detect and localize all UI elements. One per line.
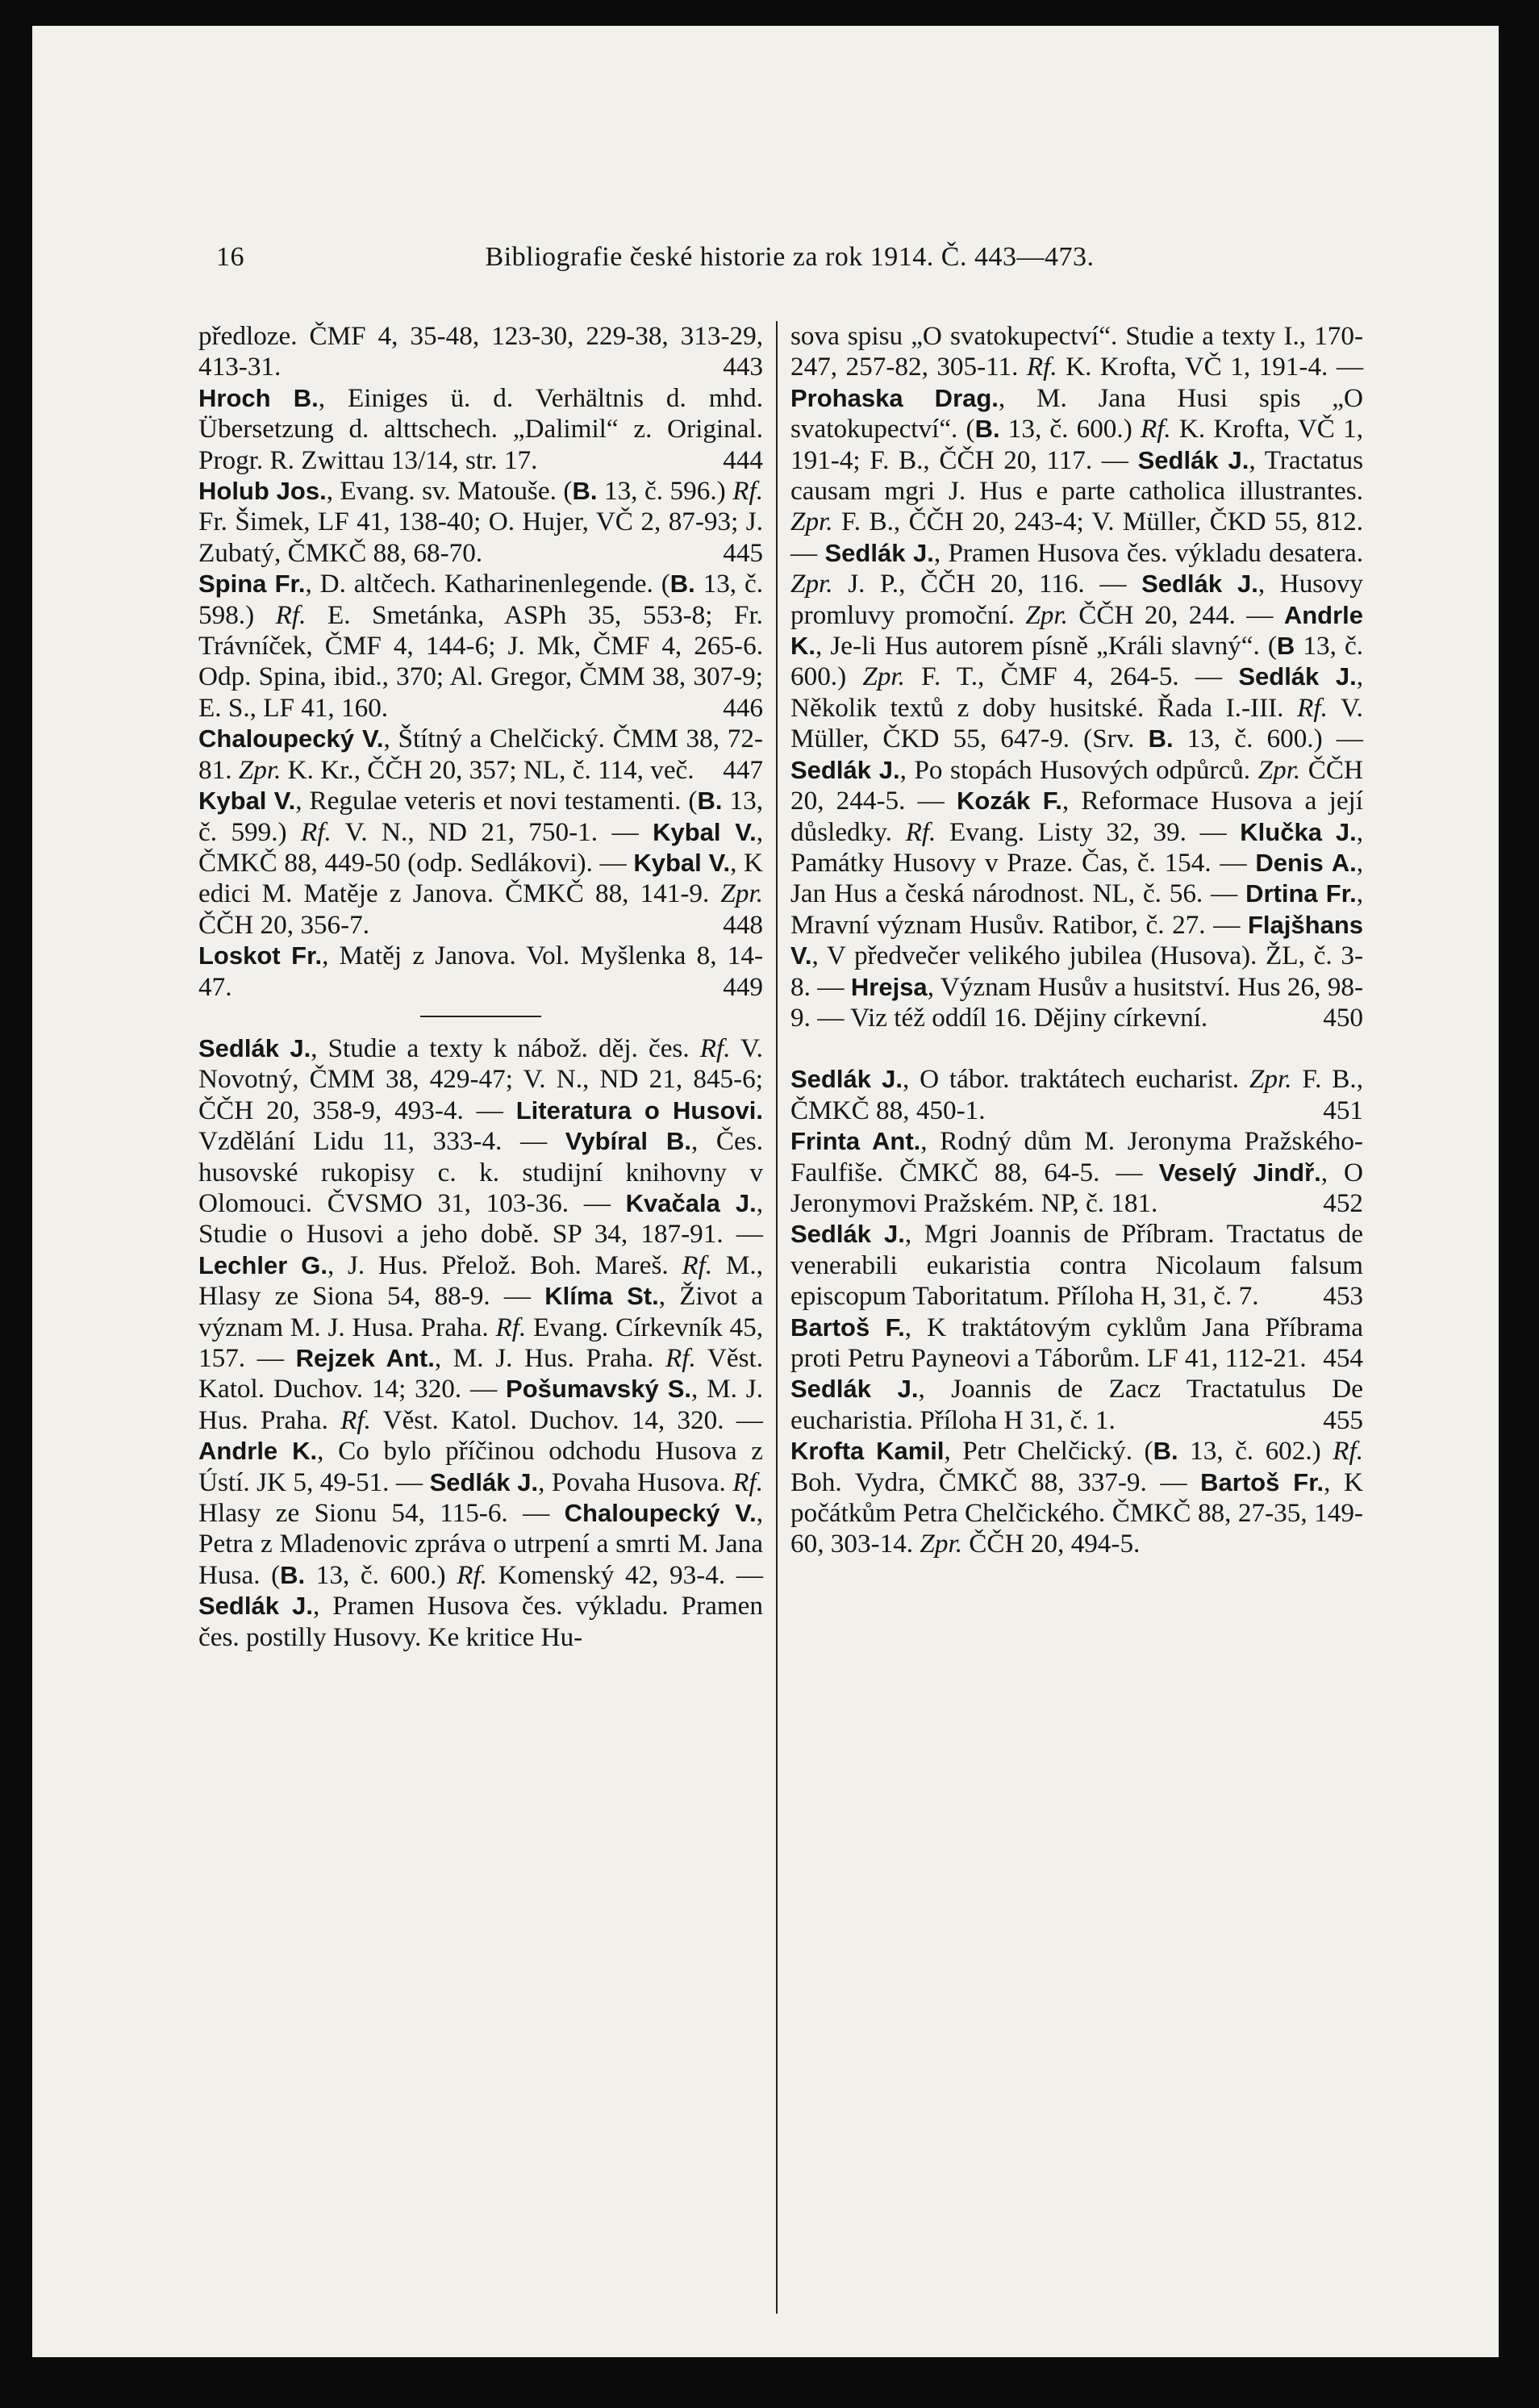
abbrev-italic: Rf. bbox=[665, 1343, 696, 1373]
author-name: Holub Jos. bbox=[198, 477, 327, 506]
author-name: Kybal V. bbox=[633, 848, 731, 877]
author-name: Vybíral B. bbox=[565, 1127, 691, 1156]
author-name: Loskot Fr. bbox=[198, 941, 323, 970]
bibliography-entry bbox=[198, 1033, 763, 1653]
bibliography-entry bbox=[790, 1126, 1363, 1219]
author-name: Frinta Ant. bbox=[790, 1127, 921, 1156]
author-name: Sedlák J. bbox=[790, 755, 900, 784]
entry-text: Frinta Ant., Rodný dům M. Jeronyma Pražského-Faulfiše. ČMKČ 88, 64-5. — Veselý Jindř., O Jeronymovi Pražském. NP, č. 181. bbox=[790, 1126, 1364, 1218]
author-name: Literatura o Husovi. bbox=[515, 1095, 763, 1125]
abbrev-italic: Rf. bbox=[495, 1312, 527, 1342]
author-name: Prohaska Drag. bbox=[790, 383, 999, 412]
abbrev-italic: Rf. bbox=[1333, 1436, 1363, 1467]
abbrev-italic: Rf. bbox=[301, 816, 332, 847]
author-name: Andrle K. bbox=[198, 1437, 318, 1466]
author-name: B. bbox=[697, 787, 723, 816]
entry-text: Holub Jos., Evang. sv. Matouše. (B. 13, č. 596.) Rf. Fr. Šimek, LF 41, 138-40; O. Hujer, VČ 2, 87-93; J. Zubatý, ČMKČ 88, 68-70. bbox=[198, 476, 764, 568]
abbrev-italic: Rf. bbox=[1140, 414, 1171, 444]
entry-number: 443 bbox=[723, 352, 763, 382]
entry-text: Spina Fr., D. altčech. Katharinenlegende. (B. 13, č. 598.) Rf. E. Smetánka, ASPh 35, 553-8; Fr. Trávníček, ČMF 4, 144-6; J. Mk, ČMF 4, 265-6. Odp. Spina, ibid., 370; Al. Gregor, ČMM 38, 307-9; E. S., LF 41, 160. bbox=[198, 569, 763, 723]
author-name: Sedlák J. bbox=[790, 1065, 903, 1094]
author-name: Drtina Fr. bbox=[1245, 879, 1357, 908]
abbrev-italic: Rf. bbox=[275, 599, 307, 630]
author-name: Spina Fr. bbox=[198, 570, 306, 599]
author-name: Hrejsa bbox=[850, 972, 928, 1001]
entry-text: Krofta Kamil, Petr Chelčický. (B. 13, č. 602.) Rf. Boh. Vydra, ČMKČ 88, 337-9. — Bartoš Fr., K počátkům Petra Chelčického. ČMKČ 88, 27-35, 149-60, 303-14. Zpr. ČČH 20, 494-5. bbox=[790, 1436, 1363, 1559]
abbrev-italic: Rf. bbox=[732, 1467, 763, 1497]
author-name: Sedlák J. bbox=[198, 1033, 311, 1062]
author-name: Krofta Kamil bbox=[790, 1437, 945, 1466]
author-name: B. bbox=[1153, 1437, 1178, 1466]
bibliography-entry bbox=[198, 569, 763, 724]
entry-number: 455 bbox=[1323, 1404, 1363, 1435]
entry-number: 451 bbox=[1323, 1095, 1363, 1125]
entry-number: 453 bbox=[1323, 1281, 1363, 1312]
author-name: B. bbox=[669, 570, 695, 599]
entry-number: 444 bbox=[723, 444, 763, 475]
author-name: Sedlák J. bbox=[1238, 662, 1357, 691]
entry-text: Chaloupecký V., Štítný a Chelčický. ČMM 38, 72-81. Zpr. K. Kr., ČČH 20, 357; NL, č. 114, več. bbox=[198, 724, 763, 785]
abbrev-italic: Rf. bbox=[1297, 692, 1328, 723]
author-name: Sedlák J. bbox=[198, 1592, 314, 1621]
abbrev-italic: Rf. bbox=[340, 1404, 371, 1435]
bibliography-entry bbox=[790, 321, 1363, 1033]
abbrev-italic: Zpr. bbox=[862, 661, 905, 692]
entry-text: Sedlák J., Studie a texty k nábož. děj. čes. Rf. V. Novotný, ČMM 38, 429-47; V. N., ND 21, 845-6; ČČH 20, 358-9, 493-4. — Literatura o Husovi. Vzdělání Lidu 11, 333-4. — Vybíral B., Čes. husovské rukopisy c. k. studijní knihovny v Olomouci. ČVSMO 31, 103-36. — Kvačala J., Studie o Husovi a jeho době. SP 34, 187-91. — Lechler G., J. Hus. Přelož. Boh. Mareš. Rf. M., Hlasy ze Siona 54, 88-9. — Klíma St., Život a význam M. J. Husa. Praha. Rf. Evang. Církevník 45, 157. — Rejzek Ant., M. J. Hus. Praha. Rf. Věst. Katol. Duchov. 14; 320. — Pošumavský S., M. J. Hus. Praha. Rf. Věst. Katol. Duchov. 14, 320. — Andrle K., Co bylo příčinou odchodu Husova z Ústí. JK 5, 49-51. — Sedlák J., Povaha Husova. Rf. Hlasy ze Sionu 54, 115-6. — Chaloupecký V., Petra z Mladenovic zpráva o utrpení a smrti M. Jana Husa. (B. 13, č. 600.) Rf. Komenský 42, 93-4. — Sedlák J., Pramen Husova čes. výkladu. Pramen čes. postilly Husovy. Ke kritice Hu- bbox=[198, 1033, 764, 1652]
abbrev-italic: Zpr. bbox=[720, 878, 763, 909]
abbrev-italic: Rf. bbox=[905, 816, 936, 847]
abbrev-italic: Rf. bbox=[457, 1559, 487, 1590]
author-name: Chaloupecký V. bbox=[198, 724, 384, 753]
entry-number: 449 bbox=[723, 971, 763, 1002]
entry-text: Sedlák J., O tábor. traktátech eucharist. Zpr. F. B., ČMKČ 88, 450-1. bbox=[790, 1064, 1363, 1125]
entry-text: sova spisu „O svatokupectví“. Studie a texty I., 170-247, 257-82, 305-11. Rf. K. Krofta, VČ 1, 191-4. — Prohaska Drag., M. Jana Husi spis „O svatokupectví“. (B. 13, č. 600.) Rf. K. Krofta, VČ 1, 191-4; F. B., ČČH 20, 117. — Sedlák J., Tractatus causam mgri J. Hus e parte catholica illustrantes. Zpr. F. B., ČČH 20, 243-4; V. Müller, ČKD 55, 812. — Sedlák J., Pramen Husova čes. výkladu desatera. Zpr. J. P., ČČH 20, 116. — Sedlák J., Husovy promluvy promoční. Zpr. ČČH 20, 244. — Andrle K., Je-li Hus autorem písně „Králi slavný“. (B 13, č. 600.) Zpr. F. T., ČMF 4, 264-5. — Sedlák J., Několik textů z doby husitské. Řada I.-III. Rf. V. Müller, ČKD 55, 647-9. (Srv. B. 13, č. 600.) — Sedlák J., Po stopách Husových odpůrců. Zpr. ČČH 20, 244-5. — Kozák F., Reformace Husova a její důsledky. Rf. Evang. Listy 32, 39. — Klučka J., Památky Husovy v Praze. Čas, č. 154. — Denis A., Jan Hus a česká národnost. NL, č. 56. — Drtina Fr., Mravní význam Husův. Ratibor, č. 27. — Flajšhans V., V předvečer velikého jubilea (Husova). ŽL, č. 3-8. — Hrejsa, Význam Husův a husitství. Hus 26, 98-9. — Viz též oddíl 16. Dějiny církevní. bbox=[790, 321, 1364, 1033]
author-name: Bartoš F. bbox=[790, 1313, 905, 1342]
abbrev-italic: Zpr. bbox=[238, 754, 282, 785]
author-name: Sedlák J. bbox=[790, 1375, 919, 1404]
author-name: Sedlák J. bbox=[429, 1467, 539, 1496]
author-name: Klučka J. bbox=[1240, 817, 1357, 846]
author-name: Hroch B. bbox=[198, 383, 319, 412]
abbrev-italic: Zpr. bbox=[1025, 599, 1068, 630]
author-name: B. bbox=[280, 1560, 306, 1589]
abbrev-italic: Zpr. bbox=[1249, 1064, 1292, 1095]
author-name: Andrle K. bbox=[790, 600, 1363, 661]
author-name: B bbox=[1276, 632, 1295, 661]
author-name: Chaloupecký V. bbox=[564, 1499, 757, 1528]
bibliography-entry bbox=[198, 724, 763, 786]
author-name: Flajšhans V. bbox=[790, 910, 1363, 970]
author-name: Rejzek Ant. bbox=[295, 1344, 435, 1372]
entry-text: Sedlák J., Joannis de Zacz Tractatulus De eucharistia. Příloha H 31, č. 1. bbox=[790, 1374, 1363, 1435]
author-name: Sedlák J. bbox=[1141, 570, 1258, 599]
author-name: Kvačala J. bbox=[625, 1188, 757, 1217]
entry-number: 452 bbox=[1323, 1187, 1363, 1218]
abbrev-italic: Rf. bbox=[699, 1033, 731, 1063]
entry-text: Bartoš F., K traktátovým cyklům Jana Příbrama proti Petru Payneovi a Táborům. LF 41, 112-21. bbox=[790, 1312, 1363, 1373]
author-name: Kozák F. bbox=[956, 787, 1062, 816]
column-divider bbox=[776, 321, 778, 2314]
bibliography-entry bbox=[790, 1064, 1363, 1126]
abbrev-italic: Rf. bbox=[682, 1250, 713, 1280]
bibliography-entry bbox=[790, 1436, 1363, 1560]
author-name: Denis A. bbox=[1255, 848, 1357, 877]
author-name: Klíma St. bbox=[544, 1282, 659, 1311]
bibliography-entry bbox=[790, 1374, 1363, 1436]
abbrev-italic: Zpr. bbox=[790, 507, 833, 537]
abbrev-italic: Zpr. bbox=[920, 1529, 962, 1559]
bibliography-entry bbox=[790, 1313, 1363, 1375]
section-separator bbox=[420, 1016, 541, 1017]
bibliography-entry bbox=[198, 383, 763, 476]
right-column bbox=[790, 321, 1363, 1560]
author-name: Bartoš Fr. bbox=[1200, 1467, 1324, 1496]
entry-text: Loskot Fr., Matěj z Janova. Vol. Myšlenka 8, 14-47. bbox=[198, 941, 763, 1002]
author-name: Kybal V. bbox=[198, 787, 296, 816]
author-name: Lechler G. bbox=[198, 1250, 328, 1279]
bibliography-entry bbox=[198, 476, 763, 569]
left-column bbox=[198, 321, 763, 1653]
entry-number: 454 bbox=[1323, 1343, 1363, 1373]
author-name: Sedlák J. bbox=[824, 538, 934, 567]
author-name: Veselý Jindř. bbox=[1158, 1158, 1321, 1187]
entry-number: 450 bbox=[1323, 1002, 1363, 1033]
abbrev-italic: Rf. bbox=[1026, 352, 1057, 382]
author-name: Kybal V. bbox=[653, 817, 757, 846]
running-title: Bibliografie české historie za rok 1914. Č. 443—473. bbox=[485, 242, 1095, 272]
entry-text: Sedlák J., Mgri Joannis de Příbram. Tractatus de venerabili eukaristia contra Nicolaum falsum episcopum Taboritatum. Příloha H, 31, č. 7. bbox=[790, 1219, 1363, 1312]
entry-text: Hroch B., Einiges ü. d. Verhältnis d. mhd. Übersetzung d. alttschech. „Dalimil“ z. Original. Progr. R. Zwittau 13/14, str. 17. bbox=[198, 382, 763, 475]
author-name: Sedlák J. bbox=[1137, 445, 1249, 474]
entry-number: 448 bbox=[723, 909, 763, 940]
entry-number: 447 bbox=[723, 754, 763, 785]
entry-number: 445 bbox=[723, 537, 763, 568]
abbrev-italic: Zpr. bbox=[1257, 754, 1301, 785]
entry-text: předloze. ČMF 4, 35-48, 123-30, 229-38, 313-29, 413-31. bbox=[198, 321, 763, 382]
abbrev-italic: Zpr. bbox=[790, 569, 833, 599]
page-number: 16 bbox=[216, 242, 244, 272]
bibliography-entry bbox=[198, 941, 763, 1003]
author-name: Pošumavský S. bbox=[506, 1375, 692, 1404]
bibliography-entry bbox=[198, 321, 763, 383]
author-name: Sedlák J. bbox=[790, 1220, 905, 1249]
abbrev-italic: Rf. bbox=[732, 476, 764, 507]
author-name: B. bbox=[572, 477, 598, 506]
bibliography-entry bbox=[198, 786, 763, 941]
author-name: B. bbox=[1148, 724, 1174, 753]
author-name: B. bbox=[974, 415, 1000, 444]
entry-text: Kybal V., Regulae veteris et novi testamenti. (B. 13, č. 599.) Rf. V. N., ND 21, 750-1. — Kybal V., ČMKČ 88, 449-50 (odp. Sedlákovi). — Kybal V., K edici M. Matěje z Janova. ČMKČ 88, 141-9. Zpr. ČČH 20, 356-7. bbox=[198, 786, 764, 940]
entry-number: 446 bbox=[723, 692, 763, 723]
bibliography-entry bbox=[790, 1219, 1363, 1312]
